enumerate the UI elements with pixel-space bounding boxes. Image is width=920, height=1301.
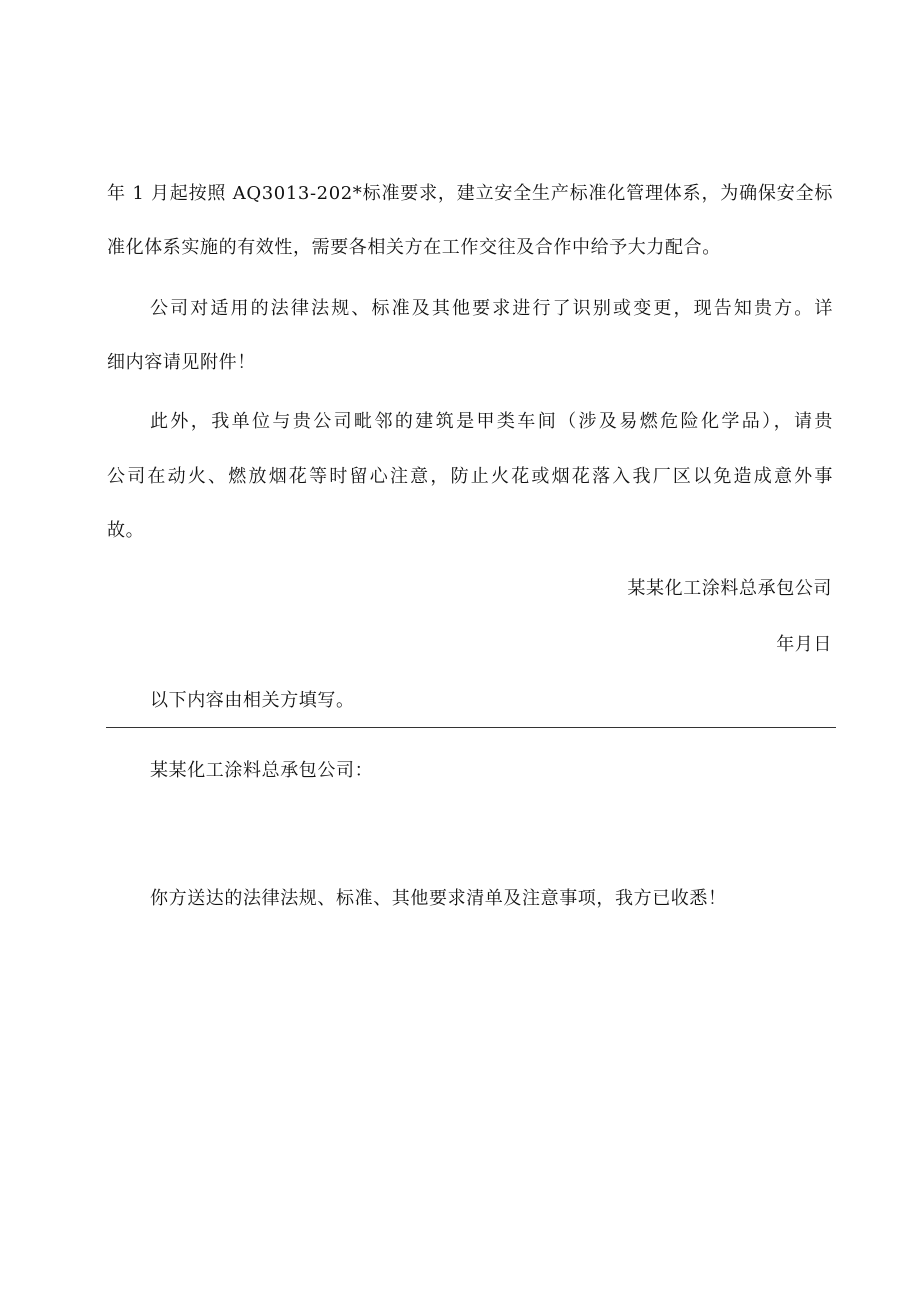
fill-note: 以下内容由相关方填写。 [150, 690, 355, 711]
reply-body: 你方送达的法律法规、标准、其他要求清单及注意事项，我方已收悉！ [150, 888, 727, 909]
paragraph-3-line-2: 公司在动火、燃放烟花等时留心注意，防止火花或烟花落入我厂区以免造成意外事 [107, 466, 833, 487]
paragraph-1-line-2: 准化体系实施的有效性，需要各相关方在工作交往及合作中给予大力配合。 [107, 237, 721, 258]
reply-salutation: 某某化工涂料总承包公司： [150, 760, 374, 781]
paragraph-1-line-1: 年 1 月起按照 AQ3013-202*标准要求，建立安全生产标准化管理体系，为确保安全标 [107, 183, 833, 204]
signature-date: 年月日 [776, 634, 832, 655]
paragraph-3-line-1: 此外，我单位与贵公司毗邻的建筑是甲类车间（涉及易燃危险化学品），请贵 [150, 411, 833, 432]
signature-company: 某某化工涂料总承包公司 [627, 578, 832, 599]
paragraph-2-line-2: 细内容请见附件！ [107, 352, 256, 373]
paragraph-3-line-3: 故。 [107, 520, 145, 541]
paragraph-2-line-1: 公司对适用的法律法规、标准及其他要求进行了识别或变更，现告知贵方。详 [150, 298, 833, 319]
section-divider [106, 727, 836, 728]
